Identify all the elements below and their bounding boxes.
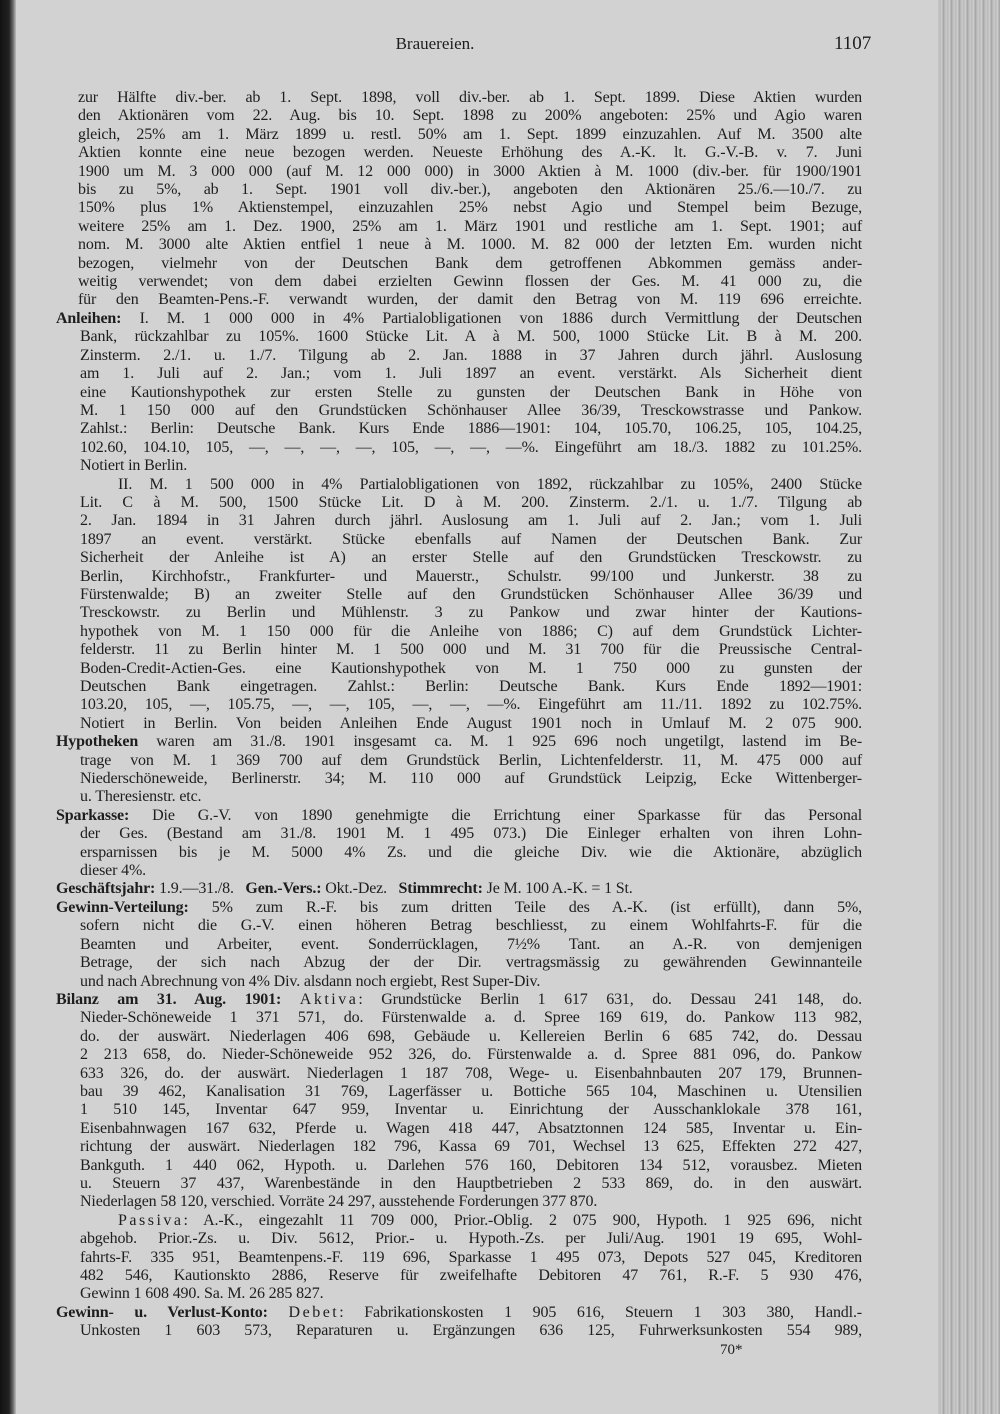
text-line: weitig verwendet; von dem dabei erzielten Gewinn flossen der Ges. M. 41 000 zu, die — [78, 273, 862, 291]
text-line: sofern nicht die G.-V. einen höheren Betrag beschliesst, zu einem Wohlfahrts-F. für die — [80, 917, 862, 935]
text-line: 103.20, 105, —, 105.75, —, —, 105, —, —, —%. Eingeführt am 11./11. 1892 zu 102.75%. — [80, 696, 862, 714]
text-line: u. Steuern 37 437, Warenbestände in den Hauptbetrieben 2 533 869, do. in den auswärt. — [80, 1174, 862, 1192]
text-line — [56, 807, 862, 825]
signature-mark: 70* — [720, 1342, 743, 1358]
text-line: Tresckowstr. zu Berlin und Mühlenstr. 3 zu Pankow und zwar hinter der Kautions- — [80, 604, 862, 622]
section-heading: Anleihen: — [56, 309, 122, 327]
text-run: waren am 31./8. 1901 insgesamt ca. M. 1 925 696 noch ungetilgt, lastend im Be- — [138, 733, 862, 751]
text-line: Unkosten 1 603 573, Reparaturen u. Ergänzungen 636 125, Fuhrwerksunkosten 554 989, — [80, 1322, 862, 1340]
section-heading: Geschäftsjahr: — [56, 880, 156, 898]
text-line: Notiert in Berlin. Von beiden Anleihen Ende August 1901 noch in Umlauf M. 2 075 900. — [80, 714, 862, 732]
text-line: 2. Jan. 1894 in 31 Jahren durch jährl. Auslosung am 1. Juli auf 2. Jan.; vom 1. Juli — [80, 512, 862, 530]
text-line: Fürstenwalde; B) an zweiter Stelle auf den Grundstücken Schönhauser Allee 36/39 und — [80, 585, 862, 603]
section-heading: Gen.-Vers.: — [245, 880, 322, 898]
text-line: II. M. 1 500 000 in 4% Partialobligationen von 1892, rückzahlbar zu 105%, 2400 Stücke — [118, 475, 862, 493]
text-line: Beamten und Arbeiter, event. Sonderrücklagen, 7½% Tant. an A.-R. von demjenigen — [80, 935, 862, 953]
text-line: hypothek von M. 1 150 000 für die Anleihe von 1886; C) auf dem Grundstück Lichter- — [80, 622, 862, 640]
text-line: 102.60, 104.10, 105, —, —, —, —, 105, —, —, —%. Eingeführt am 18./3. 1882 zu 101.25%. — [80, 438, 862, 456]
text-line: Zahlst.: Berlin: Deutsche Bank. Kurs Ende 1886—1901: 104, 105.70, 106.25, 105, 104.25, — [80, 420, 862, 438]
text-line: Eisenbahnwagen 167 632, Pferde u. Wagen 418 447, Absatztonnen 124 585, Inventar u. Ein- — [80, 1119, 862, 1137]
text-line — [56, 310, 862, 328]
text-line — [56, 880, 862, 898]
text-line — [56, 991, 862, 1009]
text-line: Aktien konnte eine neue bezogen werden. Neueste Erhöhung des A.-K. lt. G.-V.-B. v. 7. Juni — [78, 144, 862, 162]
text-line: Boden-Credit-Actien-Ges. eine Kautionshypothek von M. 1 750 000 zu gunsten der — [80, 659, 862, 677]
text-line: felderstr. 11 zu Berlin hinter M. 1 500 000 und M. 31 700 für die Preussische Central- — [80, 641, 862, 659]
text-run: I. M. 1 000 000 in 4% Partialobligationen von 1886 durch Vermittlung der Deutschen — [121, 309, 862, 327]
text-line: Nieder-Schöneweide 1 371 571, do. Fürstenwalde a. d. Spree 169 619, do. Pankow 113 982, — [80, 1009, 862, 1027]
text-line: Lit. C à M. 500, 1500 Stücke Lit. D à M. 200. Zinsterm. 2./1. u. 1./7. Tilgung ab — [80, 493, 862, 511]
text-line: fahrts-F. 335 951, Beamtenpens.-F. 119 696, Sparkasse 1 495 073, Depots 527 045, Kreditoren — [80, 1248, 862, 1266]
text-line: abgehob. Prior.-Zs. u. Div. 5612, Prior.- u. Hypoth.-Zs. per Juli/Aug. 1901 19 695, Wohl- — [80, 1230, 862, 1248]
text-line: eine Kautionshypothek zur ersten Stelle zu gunsten der Deutschen Bank in Höhe von — [80, 383, 862, 401]
text-line: 2 213 658, do. Nieder-Schöneweide 952 326, do. Fürstenwalde a. d. Spree 881 096, do. Pankow — [80, 1046, 862, 1064]
text-line: 1 510 145, Inventar 647 959, Inventar u. Einrichtung der Ausschanklokale 378 161, — [80, 1101, 862, 1119]
text-line: am 1. Juli auf 2. Jan.; vom 1. Juli 1897 an event. verstärkt. Als Sicherheit dient — [80, 365, 862, 383]
text-line: Bankguth. 1 440 062, Hypoth. u. Darlehen 576 160, Debitoren 134 512, vorausbez. Mieten — [80, 1156, 862, 1174]
text-line: do. der auswärt. Niederlagen 406 698, Gebäude u. Kellereien Berlin 6 685 742, do. Dessau — [80, 1027, 862, 1045]
text-line: 633 326, do. der auswärt. Niederlagen 1 187 708, Wege- u. Eisenbahnbauten 207 179, Brunnen- — [80, 1064, 862, 1082]
text-line: für den Beamten-Pens.-F. verwandt wurden, der damit den Betrag von M. 119 696 erreichte. — [78, 291, 862, 309]
text-line: Betrage, der sich nach Abzug der der Dir. vertragsmässig zu gewährenden Gewinnanteile — [80, 954, 862, 972]
running-head: Brauereien. — [395, 34, 475, 53]
text-run: 1.9.—31./8. — [155, 880, 246, 898]
page-number: 1107 — [834, 33, 872, 54]
text-line: bis zu 5%, ab 1. Sept. 1901 voll div.-ber.), angeboten den Aktionären 25./6.—10./7. zu — [78, 181, 862, 199]
text-line: Berlin, Kirchhofstr., Frankfurter- und Mauerstr., Schulstr. 99/100 und Junkerstr. 38 zu — [80, 567, 862, 585]
text-run: Okt.-Dez. — [321, 880, 399, 898]
text-run — [268, 1304, 289, 1321]
section-heading: Bilanz am 31. Aug. 1901: — [56, 990, 282, 1008]
text-run — [281, 991, 300, 1008]
section-heading: Stimmrecht: — [398, 880, 483, 898]
text-line: Sicherheit der Anleihe ist A) an erster Stelle auf den Grundstücken Tresckowstr. zu — [80, 549, 862, 567]
section-heading: Gewinn-Verteilung: — [56, 898, 189, 916]
text-line: Deutschen Bank eingetragen. Zahlst.: Berlin: Deutsche Bank. Kurs Ende 1892—1901: — [80, 678, 862, 695]
text-line: nom. M. 3000 alte Aktien entfiel 1 neue à M. 1000. M. 82 000 der letzten Em. wurden nicht — [78, 236, 862, 254]
text-line: u. Theresienstr. etc. — [80, 788, 202, 806]
text-line — [56, 733, 862, 751]
text-line: Niederschöneweide, Berlinerstr. 34; M. 110 000 auf Grundstück Leipzig, Ecke Wittenberger- — [80, 770, 862, 788]
text-line: trage von M. 1 369 700 auf dem Grundstück Berlin, Lichtenfelderstr. 11, M. 475 000 auf — [80, 751, 862, 769]
section-heading: Hypotheken — [56, 733, 139, 751]
section-heading: Sparkasse: — [56, 806, 130, 824]
text-line: richtung der auswärt. Niederlagen 182 796, Kassa 69 701, Wechsel 13 625, Effekten 272 427, — [80, 1138, 862, 1156]
text-run: : A.-K., eingezahlt 11 709 000, Prior.-Oblig. 2 075 900, Hypoth. 1 925 696, nicht — [183, 1211, 862, 1229]
spaced-label: Debet — [288, 1303, 340, 1321]
text-line — [118, 1212, 862, 1230]
text-line: dieser 4%. — [80, 862, 147, 880]
text-run: Je M. 100 A.-K. = 1 St. — [482, 880, 633, 898]
text-line: 1900 um M. 3 000 000 (auf M. 12 000 000) in 3000 Aktien à M. 1000 (div.-ber. für 1900/1901 — [78, 162, 862, 180]
section-heading: Gewinn- u. Verlust-Konto: — [56, 1303, 268, 1321]
body-text — [0, 89, 1000, 1341]
text-line: weitere 25% am 1. Dez. 1900, 25% am 1. März 1901 und restliche am 1. Sept. 1901; auf — [78, 217, 862, 235]
spaced-label: Passiva — [118, 1211, 184, 1229]
text-run: : Grundstücke Berlin 1 617 631, do. Dessau 241 148, do. — [358, 990, 862, 1008]
text-line: gleich, 25% am 1. März 1899 u. restl. 50% am 1. Sept. 1899 einzuzahlen. Auf M. 3500 alte — [78, 125, 862, 143]
text-line — [56, 899, 862, 917]
text-line: Niederlagen 58 120, verschied. Vorräte 24 297, ausstehende Forderungen 377 870. — [80, 1193, 598, 1211]
text-line: zur Hälfte div.-ber. ab 1. Sept. 1898, voll div.-ber. ab 1. Sept. 1899. Diese Aktien wurden — [78, 89, 862, 106]
text-line: 482 546, Kautionskto 2886, Reserve für zweifelhafte Debitoren 47 761, R.-F. 5 930 476, — [80, 1267, 862, 1284]
text-line: M. 1 150 000 auf den Grundstücken Schönhauser Allee 36/39, Tresckowstrasse und Pankow. — [80, 401, 862, 419]
text-line: und nach Abrechnung von 4% Div. alsdann noch ergiebt, Rest Super-Div. — [80, 972, 541, 990]
text-line: Zinsterm. 2./1. u. 1./7. Tilgung ab 2. Jan. 1888 in 37 Jahren durch jährl. Auslosung — [80, 346, 862, 364]
text-run: : Fabrikationskosten 1 905 616, Steuern 1 303 380, Handl.- — [339, 1303, 862, 1321]
text-line: der Ges. (Bestand am 31./8. 1901 M. 1 495 073.) Die Einleger erhalten von ihren Lohn- — [80, 825, 862, 843]
text-line: ersparnissen bis je M. 5000 4% Zs. und die gleiche Div. wie die Aktionäre, abzüglich — [80, 843, 862, 861]
text-line: Gewinn 1 608 490. Sa. M. 26 285 827. — [80, 1285, 324, 1303]
text-line: bezogen, vielmehr von der Deutschen Bank dem getroffenen Abkommen gemäss ander- — [78, 254, 862, 272]
text-line: 150% plus 1% Aktienstempel, einzuzahlen 25% nebst Agio und Stempel beim Bezuge, — [78, 199, 862, 217]
text-line — [56, 1304, 862, 1322]
text-line: den Aktionären vom 22. Aug. bis 10. Sept. 1898 zu 200% angeboten: 25% und Agio waren — [78, 107, 862, 125]
text-run: 5% zum R.-F. bis zum dritten Teile des A.-K. (ist erfüllt), dann 5%, — [188, 898, 862, 916]
spaced-label: Aktiva — [299, 990, 359, 1008]
text-run: Die G.-V. von 1890 genehmigte die Errichtung einer Sparkasse für das Personal — [129, 806, 862, 824]
text-line: Bank, rückzahlbar zu 105%. 1600 Stücke Lit. A à M. 500, 1000 Stücke Lit. B à M. 200. — [80, 328, 862, 346]
text-line: 1897 an event. verstärkt. Stücke ebenfalls auf Namen der Deutschen Bank. Zur — [80, 530, 862, 548]
text-line: Notiert in Berlin. — [80, 457, 188, 475]
text-line: bau 39 462, Kanalisation 31 769, Lagerfässer u. Bottiche 565 104, Maschinen u. Utensilien — [80, 1082, 862, 1100]
